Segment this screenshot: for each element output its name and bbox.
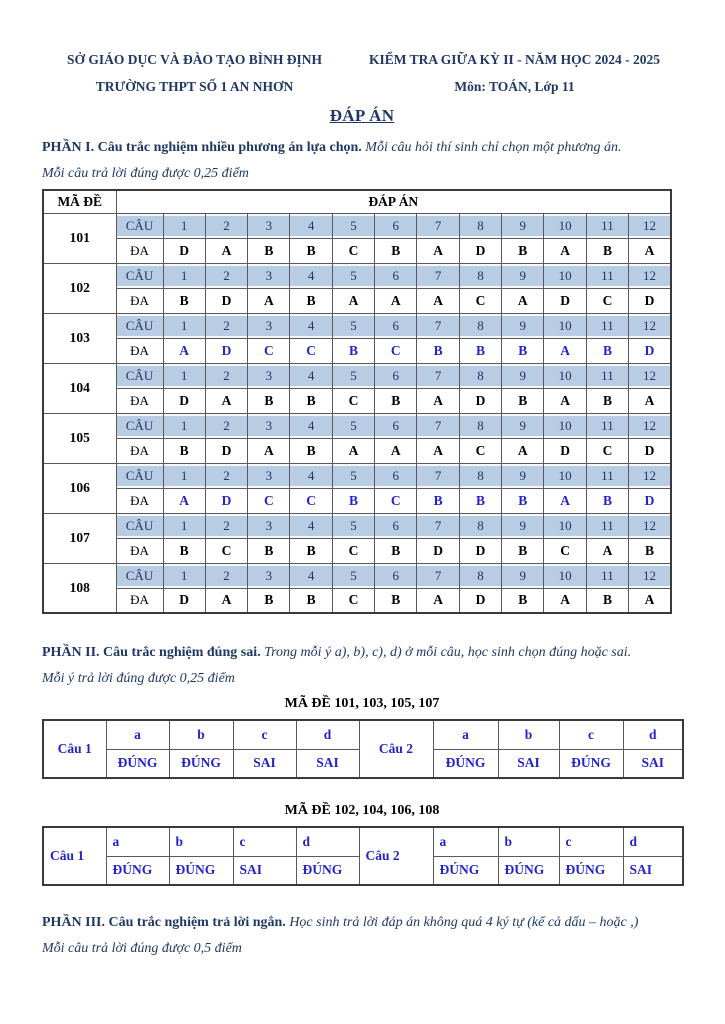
question-number-cell: 11 xyxy=(586,263,628,288)
true-false-cell: SAI xyxy=(296,749,359,778)
question-number-cell: 11 xyxy=(586,313,628,338)
option-letter-cell: b xyxy=(169,827,233,856)
question-number-cell: 2 xyxy=(205,513,247,538)
cau-row-label: CÂU xyxy=(116,413,163,438)
true-false-cell: ĐÚNG xyxy=(559,749,623,778)
answer-cell: D xyxy=(629,438,671,463)
question-label-cell: Câu 2 xyxy=(359,720,433,778)
question-number-cell: 5 xyxy=(332,463,374,488)
question-number-cell: 9 xyxy=(502,263,544,288)
answer-cell: B xyxy=(375,588,417,613)
answer-cell: D xyxy=(544,288,586,313)
true-false-cell: ĐÚNG xyxy=(296,856,359,885)
answer-cell: B xyxy=(290,288,332,313)
question-number-cell: 7 xyxy=(417,513,459,538)
option-letter-cell: a xyxy=(106,720,169,749)
answer-row-102 xyxy=(43,288,671,313)
answer-cell: A xyxy=(163,338,205,363)
answer-cell: C xyxy=(332,388,374,413)
question-number-cell: 10 xyxy=(544,263,586,288)
question-number-cell: 1 xyxy=(163,563,205,588)
question-number-cell: 6 xyxy=(375,313,417,338)
question-number-cell: 9 xyxy=(502,213,544,238)
question-number-cell: 10 xyxy=(544,313,586,338)
exam-code-cell: 105 xyxy=(43,413,116,463)
answer-cell: B xyxy=(502,338,544,363)
question-number-cell: 10 xyxy=(544,213,586,238)
question-number-cell: 12 xyxy=(629,213,671,238)
part2-true-false-table-2 xyxy=(42,826,684,886)
question-number-cell: 11 xyxy=(586,363,628,388)
part3-scoring-note: Mỗi câu trả lời đúng được 0,5 điểm xyxy=(42,941,242,956)
option-letter-cell: c xyxy=(559,720,623,749)
made-group-title-1: MÃ ĐỀ 101, 103, 105, 107 xyxy=(284,696,440,711)
answer-cell: A xyxy=(502,438,544,463)
answer-cell: A xyxy=(417,588,459,613)
answer-cell: A xyxy=(248,288,290,313)
header-left-block xyxy=(42,46,347,100)
option-letter-cell: d xyxy=(623,827,683,856)
answer-row-106 xyxy=(43,488,671,513)
part1-heading-italic: Mỗi câu hỏi thí sinh chỉ chọn một phương án. xyxy=(365,140,622,155)
answer-cell: A xyxy=(629,238,671,263)
subject-grade: Môn: TOÁN, Lớp 11 xyxy=(454,79,575,94)
part3-heading-italic: Học sinh trả lời đáp án không quá 4 ký tự (kể cả dấu – hoặc ,) xyxy=(289,915,639,930)
true-false-cell: SAI xyxy=(233,749,296,778)
option-letter-cell: d xyxy=(296,827,359,856)
question-number-cell: 4 xyxy=(290,263,332,288)
question-number-cell: 6 xyxy=(375,213,417,238)
question-number-row-105 xyxy=(43,413,671,438)
letters-row xyxy=(43,720,683,749)
answer-cell: B xyxy=(163,288,205,313)
question-number-cell: 10 xyxy=(544,513,586,538)
answer-cell: B xyxy=(290,538,332,563)
question-number-cell: 1 xyxy=(163,263,205,288)
question-number-cell: 2 xyxy=(205,463,247,488)
question-number-cell: 6 xyxy=(375,463,417,488)
answer-cell: B xyxy=(417,488,459,513)
answer-cell: D xyxy=(163,238,205,263)
part2-true-false-table-1 xyxy=(42,719,684,779)
option-letter-cell: c xyxy=(559,827,623,856)
option-letter-cell: b xyxy=(498,827,559,856)
question-number-cell: 9 xyxy=(502,363,544,388)
question-number-cell: 6 xyxy=(375,263,417,288)
question-number-row-101 xyxy=(43,213,671,238)
true-false-cell: SAI xyxy=(623,856,683,885)
question-number-cell: 3 xyxy=(248,563,290,588)
answer-cell: B xyxy=(502,488,544,513)
true-false-cell: SAI xyxy=(233,856,296,885)
answer-cell: C xyxy=(332,538,374,563)
option-letter-cell: c xyxy=(233,827,296,856)
answer-cell: D xyxy=(459,538,501,563)
question-number-cell: 9 xyxy=(502,313,544,338)
answer-row-108 xyxy=(43,588,671,613)
exam-code-cell: 104 xyxy=(43,363,116,413)
question-number-cell: 7 xyxy=(417,363,459,388)
question-number-cell: 4 xyxy=(290,213,332,238)
part2-heading-bold: PHẦN II. Câu trắc nghiệm đúng sai. xyxy=(42,645,261,660)
answer-cell: B xyxy=(586,238,628,263)
answer-cell: B xyxy=(586,338,628,363)
part1-heading xyxy=(42,135,682,161)
answer-cell: D xyxy=(205,488,247,513)
answer-cell: D xyxy=(205,438,247,463)
question-number-cell: 6 xyxy=(375,563,417,588)
question-number-cell: 4 xyxy=(290,413,332,438)
answer-cell: A xyxy=(544,588,586,613)
question-number-cell: 7 xyxy=(417,263,459,288)
answer-cell: C xyxy=(544,538,586,563)
da-row-label: ĐA xyxy=(116,488,163,513)
question-number-cell: 1 xyxy=(163,463,205,488)
true-false-cell: ĐÚNG xyxy=(433,856,498,885)
true-false-cell: ĐÚNG xyxy=(559,856,623,885)
answer-cell: D xyxy=(417,538,459,563)
answer-cell: A xyxy=(544,338,586,363)
da-row-label: ĐA xyxy=(116,438,163,463)
question-number-cell: 5 xyxy=(332,513,374,538)
question-number-cell: 4 xyxy=(290,563,332,588)
question-number-cell: 7 xyxy=(417,313,459,338)
part2-scoring-note: Mỗi ý trả lời đúng được 0,25 điểm xyxy=(42,671,235,686)
question-number-cell: 11 xyxy=(586,463,628,488)
question-number-cell: 7 xyxy=(417,413,459,438)
question-number-cell: 10 xyxy=(544,563,586,588)
question-number-cell: 2 xyxy=(205,363,247,388)
question-number-cell: 1 xyxy=(163,313,205,338)
answer-cell: A xyxy=(205,238,247,263)
answer-cell: A xyxy=(544,388,586,413)
answer-cell: B xyxy=(629,538,671,563)
true-false-cell: ĐÚNG xyxy=(169,856,233,885)
question-number-cell: 8 xyxy=(459,413,501,438)
answer-cell: B xyxy=(502,538,544,563)
option-letter-cell: a xyxy=(433,720,498,749)
question-number-cell: 2 xyxy=(205,313,247,338)
answer-row-103 xyxy=(43,338,671,363)
question-number-cell: 10 xyxy=(544,413,586,438)
answer-cell: D xyxy=(459,588,501,613)
answer-row-105 xyxy=(43,438,671,463)
answer-cell: B xyxy=(502,238,544,263)
cau-row-label: CÂU xyxy=(116,313,163,338)
question-number-cell: 4 xyxy=(290,463,332,488)
page-title: ĐÁP ÁN xyxy=(329,106,395,125)
true-false-cell: ĐÚNG xyxy=(106,856,169,885)
part1-table-header-row xyxy=(43,190,671,213)
answer-cell: B xyxy=(290,238,332,263)
answer-cell: D xyxy=(629,488,671,513)
question-number-cell: 3 xyxy=(248,313,290,338)
answer-cell: A xyxy=(544,238,586,263)
exam-code-cell: 102 xyxy=(43,263,116,313)
question-number-cell: 12 xyxy=(629,313,671,338)
da-row-label: ĐA xyxy=(116,338,163,363)
question-number-cell: 8 xyxy=(459,563,501,588)
answer-cell: D xyxy=(459,238,501,263)
question-number-cell: 5 xyxy=(332,263,374,288)
answer-cell: A xyxy=(502,288,544,313)
answer-cell: D xyxy=(163,388,205,413)
document-header xyxy=(42,46,682,100)
question-number-cell: 8 xyxy=(459,363,501,388)
question-number-cell: 5 xyxy=(332,363,374,388)
part2-heading-italic: Trong mỗi ý a), b), c), d) ở mỗi câu, học sinh chọn đúng hoặc sai. xyxy=(264,645,632,660)
true-false-cell: ĐÚNG xyxy=(169,749,233,778)
question-number-cell: 8 xyxy=(459,213,501,238)
header-right-block xyxy=(347,46,682,100)
answer-cell: D xyxy=(629,288,671,313)
answer-cell: B xyxy=(163,438,205,463)
question-number-row-102 xyxy=(43,263,671,288)
answer-cell: C xyxy=(375,338,417,363)
answer-cell: A xyxy=(375,288,417,313)
col-header-ma-de: MÃ ĐỀ xyxy=(43,190,116,213)
answer-cell: C xyxy=(248,338,290,363)
answer-cell: A xyxy=(629,588,671,613)
question-number-cell: 9 xyxy=(502,463,544,488)
question-number-cell: 12 xyxy=(629,463,671,488)
question-number-cell: 9 xyxy=(502,513,544,538)
part3-heading xyxy=(42,910,682,936)
question-number-cell: 3 xyxy=(248,263,290,288)
answer-cell: A xyxy=(629,388,671,413)
question-number-cell: 5 xyxy=(332,563,374,588)
answer-cell: D xyxy=(459,388,501,413)
question-number-cell: 5 xyxy=(332,313,374,338)
question-number-cell: 11 xyxy=(586,563,628,588)
answer-cell: B xyxy=(248,588,290,613)
question-number-cell: 5 xyxy=(332,213,374,238)
answer-cell: C xyxy=(459,438,501,463)
cau-row-label: CÂU xyxy=(116,513,163,538)
question-number-cell: 10 xyxy=(544,463,586,488)
question-number-cell: 12 xyxy=(629,363,671,388)
question-number-cell: 1 xyxy=(163,213,205,238)
question-number-cell: 3 xyxy=(248,463,290,488)
question-number-cell: 12 xyxy=(629,513,671,538)
question-number-cell: 3 xyxy=(248,413,290,438)
answer-cell: D xyxy=(163,588,205,613)
option-letter-cell: c xyxy=(233,720,296,749)
question-number-cell: 4 xyxy=(290,313,332,338)
answer-cell: A xyxy=(586,538,628,563)
answer-cell: B xyxy=(417,338,459,363)
true-false-cell: ĐÚNG xyxy=(498,856,559,885)
cau-row-label: CÂU xyxy=(116,563,163,588)
answer-cell: C xyxy=(290,488,332,513)
question-number-cell: 5 xyxy=(332,413,374,438)
answer-cell: C xyxy=(290,338,332,363)
question-number-cell: 12 xyxy=(629,263,671,288)
true-false-cell: ĐÚNG xyxy=(106,749,169,778)
question-label-cell: Câu 1 xyxy=(43,720,106,778)
answer-cell: B xyxy=(248,388,290,413)
option-letter-cell: b xyxy=(498,720,559,749)
question-number-cell: 9 xyxy=(502,563,544,588)
true-false-cell: SAI xyxy=(498,749,559,778)
answer-cell: D xyxy=(544,438,586,463)
question-number-cell: 8 xyxy=(459,313,501,338)
answer-row-107 xyxy=(43,538,671,563)
answer-cell: B xyxy=(375,538,417,563)
question-number-cell: 2 xyxy=(205,563,247,588)
answer-cell: A xyxy=(205,388,247,413)
question-number-cell: 10 xyxy=(544,363,586,388)
part1-scoring-note: Mỗi câu trả lời đúng được 0,25 điểm xyxy=(42,166,249,181)
answer-cell: B xyxy=(586,388,628,413)
answer-cell: B xyxy=(502,388,544,413)
letters-row xyxy=(43,827,683,856)
question-number-row-106 xyxy=(43,463,671,488)
answer-cell: B xyxy=(375,388,417,413)
answer-cell: C xyxy=(586,438,628,463)
question-number-cell: 3 xyxy=(248,213,290,238)
cau-row-label: CÂU xyxy=(116,263,163,288)
answer-cell: A xyxy=(417,288,459,313)
cau-row-label: CÂU xyxy=(116,463,163,488)
part1-heading-bold: PHẦN I. Câu trắc nghiệm nhiều phương án lựa chọn. xyxy=(42,140,362,155)
exam-code-cell: 107 xyxy=(43,513,116,563)
cau-row-label: CÂU xyxy=(116,213,163,238)
question-number-cell: 8 xyxy=(459,263,501,288)
da-row-label: ĐA xyxy=(116,238,163,263)
question-number-cell: 12 xyxy=(629,563,671,588)
exam-code-cell: 103 xyxy=(43,313,116,363)
question-number-cell: 1 xyxy=(163,413,205,438)
question-number-cell: 7 xyxy=(417,563,459,588)
answer-cell: C xyxy=(205,538,247,563)
answer-cell: C xyxy=(332,588,374,613)
answer-cell: B xyxy=(163,538,205,563)
exam-code-cell: 108 xyxy=(43,563,116,613)
question-number-cell: 3 xyxy=(248,363,290,388)
answer-cell: A xyxy=(248,438,290,463)
answer-cell: B xyxy=(290,438,332,463)
answer-cell: B xyxy=(375,238,417,263)
question-number-row-108 xyxy=(43,563,671,588)
col-header-dap-an: ĐÁP ÁN xyxy=(116,190,671,213)
question-number-cell: 11 xyxy=(586,413,628,438)
option-letter-cell: d xyxy=(623,720,683,749)
exam-title: KIỂM TRA GIỮA KỲ II - NĂM HỌC 2024 - 2025 xyxy=(368,52,660,67)
option-letter-cell: a xyxy=(106,827,169,856)
answer-cell: B xyxy=(248,538,290,563)
question-number-cell: 7 xyxy=(417,213,459,238)
question-number-cell: 6 xyxy=(375,513,417,538)
answer-cell: B xyxy=(290,588,332,613)
true-false-cell: SAI xyxy=(623,749,683,778)
question-number-cell: 12 xyxy=(629,413,671,438)
question-number-row-103 xyxy=(43,313,671,338)
answer-cell: C xyxy=(375,488,417,513)
answer-row-104 xyxy=(43,388,671,413)
answer-cell: B xyxy=(332,338,374,363)
question-number-cell: 3 xyxy=(248,513,290,538)
answer-cell: B xyxy=(586,588,628,613)
da-row-label: ĐA xyxy=(116,538,163,563)
answer-cell: C xyxy=(248,488,290,513)
question-number-cell: 1 xyxy=(163,363,205,388)
part3-heading-bold: PHẦN III. Câu trắc nghiệm trả lời ngắn. xyxy=(42,915,286,930)
answer-cell: B xyxy=(459,488,501,513)
answer-cell: D xyxy=(205,288,247,313)
exam-code-cell: 106 xyxy=(43,463,116,513)
exam-code-cell: 101 xyxy=(43,213,116,263)
question-number-cell: 8 xyxy=(459,463,501,488)
option-letter-cell: b xyxy=(169,720,233,749)
question-number-cell: 4 xyxy=(290,513,332,538)
answer-cell: D xyxy=(205,338,247,363)
question-number-cell: 11 xyxy=(586,213,628,238)
da-row-label: ĐA xyxy=(116,288,163,313)
part2-heading xyxy=(42,640,682,666)
answer-cell: B xyxy=(502,588,544,613)
answer-cell: B xyxy=(586,488,628,513)
answer-row-101 xyxy=(43,238,671,263)
part1-answer-table xyxy=(42,189,672,614)
question-number-row-107 xyxy=(43,513,671,538)
question-number-cell: 6 xyxy=(375,413,417,438)
question-number-cell: 2 xyxy=(205,213,247,238)
answer-cell: B xyxy=(248,238,290,263)
question-number-cell: 1 xyxy=(163,513,205,538)
made-group-title-2: MÃ ĐỀ 102, 104, 106, 108 xyxy=(284,803,440,818)
answer-cell: D xyxy=(629,338,671,363)
answer-cell: B xyxy=(459,338,501,363)
question-number-cell: 2 xyxy=(205,263,247,288)
question-number-cell: 2 xyxy=(205,413,247,438)
answer-cell: A xyxy=(375,438,417,463)
answer-cell: A xyxy=(417,238,459,263)
question-number-cell: 7 xyxy=(417,463,459,488)
answer-cell: A xyxy=(417,388,459,413)
question-label-cell: Câu 2 xyxy=(359,827,433,885)
question-label-cell: Câu 1 xyxy=(43,827,106,885)
answer-cell: A xyxy=(332,438,374,463)
da-row-label: ĐA xyxy=(116,588,163,613)
answer-cell: A xyxy=(332,288,374,313)
answer-cell: A xyxy=(417,438,459,463)
cau-row-label: CÂU xyxy=(116,363,163,388)
answer-cell: A xyxy=(544,488,586,513)
question-number-row-104 xyxy=(43,363,671,388)
department-name: SỞ GIÁO DỤC VÀ ĐÀO TẠO BÌNH ĐỊNH xyxy=(67,52,322,67)
answer-cell: B xyxy=(332,488,374,513)
option-letter-cell: a xyxy=(433,827,498,856)
school-name: TRƯỜNG THPT SỐ 1 AN NHƠN xyxy=(95,79,294,94)
true-false-cell: ĐÚNG xyxy=(433,749,498,778)
question-number-cell: 6 xyxy=(375,363,417,388)
question-number-cell: 4 xyxy=(290,363,332,388)
answer-cell: B xyxy=(290,388,332,413)
answer-cell: C xyxy=(459,288,501,313)
answer-cell: C xyxy=(586,288,628,313)
answer-cell: C xyxy=(332,238,374,263)
question-number-cell: 8 xyxy=(459,513,501,538)
da-row-label: ĐA xyxy=(116,388,163,413)
option-letter-cell: d xyxy=(296,720,359,749)
question-number-cell: 9 xyxy=(502,413,544,438)
question-number-cell: 11 xyxy=(586,513,628,538)
answer-cell: A xyxy=(163,488,205,513)
answer-cell: A xyxy=(205,588,247,613)
